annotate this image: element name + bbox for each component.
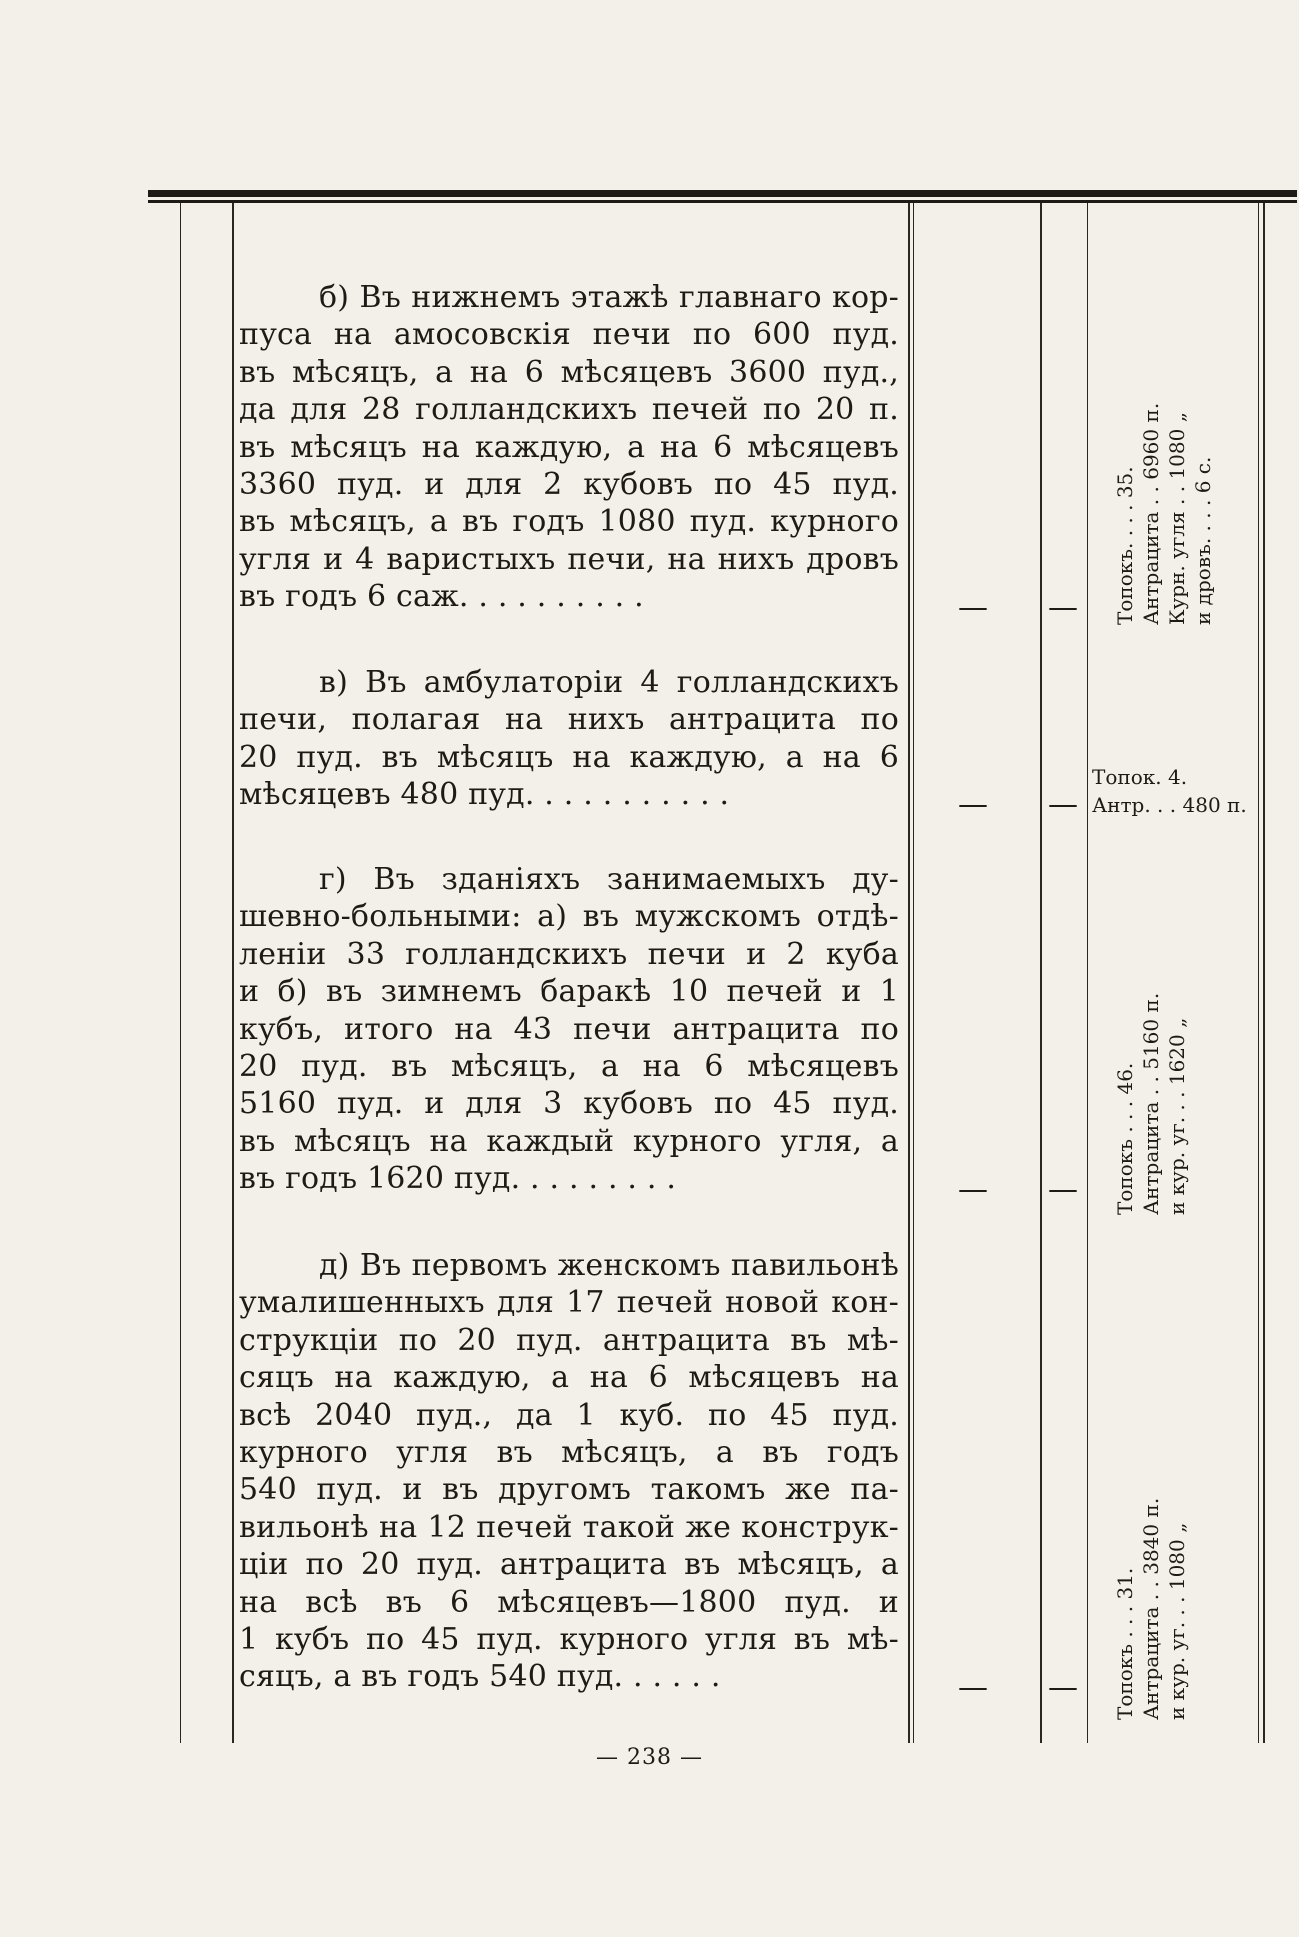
text-line: б) Въ нижнемъ этажѣ главнаго кор-: [319, 280, 899, 315]
value-dash: —: [1048, 590, 1078, 625]
paragraph-g: [239, 861, 899, 1198]
text-line: леніи 33 голландскихъ печи и 2 куба: [239, 936, 899, 972]
column-rule: [1263, 203, 1265, 1743]
column-rule: [232, 203, 234, 1743]
text-line: кубъ, итого на 43 печи антрацита по: [239, 1011, 899, 1047]
text-line: струкціи по 20 пуд. антрацита въ мѣ-: [239, 1322, 899, 1358]
note-line: Топокъ . . . 46.: [1113, 1062, 1137, 1215]
text-line: въ годъ 1620 пуд. . . . . . . . .: [239, 1161, 677, 1197]
fuel-summary-note: [1092, 763, 1247, 819]
value-dash: —: [1048, 787, 1078, 822]
value-dash: —: [958, 787, 988, 822]
text-line: сяцъ на каждую, а на 6 мѣсяцевъ на: [239, 1360, 899, 1396]
column-rule: [1040, 203, 1042, 1743]
text-line: мѣсяцевъ 480 пуд. . . . . . . . . . .: [239, 777, 730, 813]
text-line: умалишенныхъ для 17 печей новой кон-: [239, 1285, 899, 1321]
text-line: и б) въ зимнемъ баракѣ 10 печей и 1: [239, 974, 899, 1010]
text-line: ціи по 20 пуд. антрацита въ мѣсяцъ, а: [239, 1547, 899, 1583]
note-line: Курн. угля . . 1080 „: [1165, 411, 1189, 625]
fuel-summary-note: [1112, 385, 1216, 625]
column-rule: [1258, 203, 1259, 1743]
text-line: сяцъ, а въ годъ 540 пуд. . . . . .: [239, 1659, 721, 1695]
note-line: и кур. уг. . . 1080 „: [1165, 1522, 1189, 1720]
value-dash: —: [1048, 1172, 1078, 1207]
text-line: на всѣ въ 6 мѣсяцевъ—1800 пуд. и: [239, 1584, 899, 1620]
text-line: 5160 пуд. и для 3 кубовъ по 45 пуд.: [239, 1086, 899, 1122]
column-rule: [1087, 203, 1088, 1743]
top-rule: [148, 190, 1297, 197]
text-line: въ мѣсяцъ на каждую, а на 6 мѣсяцевъ: [239, 429, 899, 465]
text-line: въ мѣсяцъ, а въ годъ 1080 пуд. курного: [239, 504, 899, 540]
note-line: Топокъ. . . . 35.: [1113, 466, 1137, 625]
top-rule-thin: [148, 200, 1297, 203]
text-line: пуса на амосовскія печи по 600 пуд.: [239, 317, 899, 353]
value-dash: —: [958, 1670, 988, 1705]
column-rule: [908, 203, 910, 1743]
text-line: 540 пуд. и въ другомъ такомъ же па-: [239, 1472, 899, 1508]
text-line: 1 кубъ по 45 пуд. курного угля въ мѣ-: [239, 1622, 899, 1658]
text-line: всѣ 2040 пуд., да 1 куб. по 45 пуд.: [239, 1397, 899, 1433]
text-line: 20 пуд. въ мѣсяцъ на каждую, а на 6: [239, 739, 899, 775]
fuel-summary-note: [1112, 975, 1190, 1215]
note-line: Антрацита . . 6960 п.: [1139, 402, 1163, 625]
column-rule: [913, 203, 914, 1743]
column-rule: [180, 203, 181, 1743]
text-line: въ мѣсяцъ на каждый курного угля, а: [239, 1123, 899, 1159]
note-line: Топокъ . . . 31.: [1113, 1567, 1137, 1720]
note-line: Антр. . . 480 п.: [1092, 793, 1247, 817]
text-line: курного угля въ мѣсяцъ, а въ годъ: [239, 1435, 899, 1471]
text-line: в) Въ амбулаторіи 4 голландскихъ: [319, 665, 899, 700]
note-line: Топок. 4.: [1092, 765, 1188, 789]
text-line: 3360 пуд. и для 2 кубовъ по 45 пуд.: [239, 467, 899, 503]
value-dash: —: [958, 590, 988, 625]
text-line: печи, полагая на нихъ антрацита по: [239, 702, 899, 738]
text-line: г) Въ зданіяхъ занимаемыхъ ду-: [319, 862, 899, 897]
text-line: д) Въ первомъ женскомъ павильонѣ: [319, 1248, 899, 1283]
page-number: — 238 —: [596, 1745, 703, 1770]
note-line: Антрацита . . 5160 п.: [1139, 992, 1163, 1215]
text-line: да для 28 голландскихъ печей по 20 п.: [239, 392, 899, 428]
text-line: шевно-больными: а) въ мужскомъ отдѣ-: [239, 899, 899, 935]
text-line: въ годъ 6 саж. . . . . . . . . .: [239, 579, 644, 615]
fuel-summary-note: [1112, 1480, 1190, 1720]
note-line: Антрацита . . 3840 п.: [1139, 1497, 1163, 1720]
paragraph-b: [239, 279, 899, 616]
text-line: вильонѣ на 12 печей такой же конструк-: [239, 1509, 899, 1545]
text-line: въ мѣсяцъ, а на 6 мѣсяцевъ 3600 пуд.,: [239, 354, 899, 390]
text-line: 20 пуд. въ мѣсяцъ, а на 6 мѣсяцевъ: [239, 1049, 899, 1085]
text-line: угля и 4 варистыхъ печи, на нихъ дровъ: [239, 541, 899, 577]
value-dash: —: [1048, 1670, 1078, 1705]
paragraph-v: [239, 664, 899, 814]
value-dash: —: [958, 1172, 988, 1207]
note-line: и дровъ. . . . 6 с.: [1191, 456, 1215, 625]
paragraph-d: [239, 1247, 899, 1696]
note-line: и кур. уг. . . 1620 „: [1165, 1017, 1189, 1215]
